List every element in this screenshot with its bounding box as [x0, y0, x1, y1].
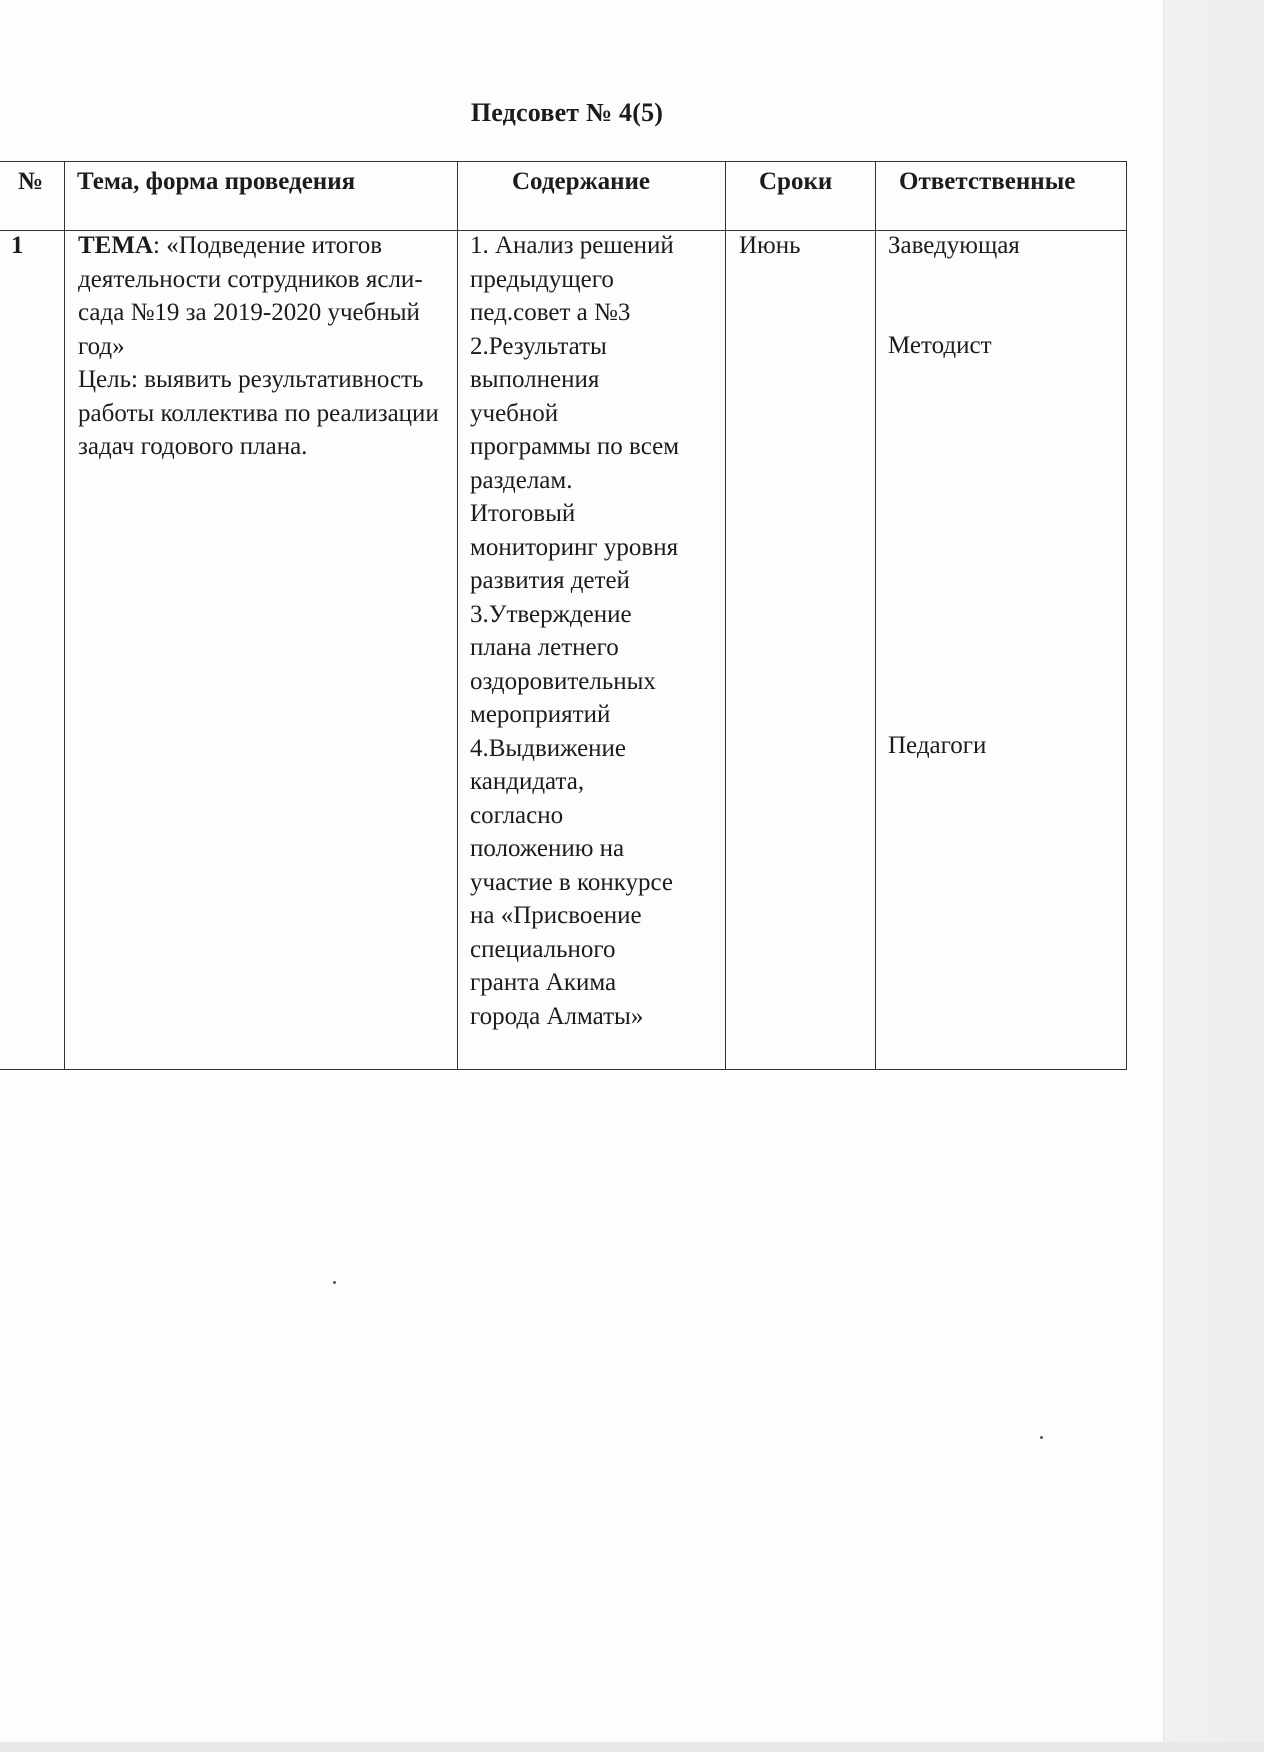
content-line: согласно: [470, 801, 564, 829]
header-responsible: Ответственные: [899, 168, 1076, 195]
scan-bottom-edge: [0, 1742, 1264, 1752]
content-line: мониторинг уровня: [470, 533, 679, 561]
content-line: города Алматы»: [470, 1002, 644, 1030]
header-content: Содержание: [512, 168, 651, 195]
header-dates: Сроки: [759, 168, 833, 195]
content-line: развития детей: [470, 567, 630, 594]
content-line: 2.Результаты: [470, 332, 607, 360]
document-title: Педсовет № 4(5): [470, 98, 664, 127]
dates-cell: Июнь: [739, 232, 801, 259]
content-line: мероприятий: [470, 701, 611, 728]
header-topic: Тема, форма проведения: [77, 168, 356, 195]
content-line: 4.Выдвижение: [470, 734, 627, 762]
responsible-head: Заведующая: [888, 232, 1020, 259]
content-line: разделам.: [470, 466, 573, 494]
pedsovet-table: [0, 161, 1127, 1070]
content-cell: [470, 229, 720, 1033]
content-line: выполнения: [470, 366, 600, 393]
content-line: пед.совет а №3: [470, 299, 631, 326]
content-line: Итоговый: [470, 500, 576, 527]
topic-label: ТЕМА: [78, 232, 153, 259]
content-line: участие в конкурсе: [470, 868, 674, 896]
responsible-methodist: Методист: [888, 332, 992, 359]
content-line: 1. Анализ решений: [470, 232, 674, 259]
content-line: на «Присвоение: [470, 902, 642, 929]
content-line: плана летнего: [470, 634, 619, 661]
content-line: специального: [470, 935, 616, 963]
content-line: гранта Акима: [470, 969, 617, 996]
content-line: 3.Утверждение: [470, 600, 632, 628]
topic-text: : «Подведение итогов деятельности сотрудников ясли-сада №19 за 2019-2020 учебный год»: [78, 232, 423, 360]
scan-speck: [333, 1281, 336, 1284]
header-num: №: [18, 168, 44, 195]
responsible-teachers: Педагоги: [888, 732, 987, 759]
content-line: оздоровительных: [470, 667, 656, 695]
content-line: предыдущего: [470, 265, 614, 293]
content-line: учебной: [470, 399, 559, 427]
scan-speck: [1040, 1436, 1043, 1439]
content-line: кандидата,: [470, 768, 585, 795]
content-line: программы по всем: [470, 433, 680, 460]
row-number: 1: [11, 232, 24, 259]
scan-edge: [1163, 0, 1264, 1752]
topic-cell: [78, 229, 440, 464]
topic-goal: Цель: выявить результативность работы коллектива по реализации задач годового плана.: [78, 366, 439, 460]
content-line: положению на: [470, 835, 625, 862]
